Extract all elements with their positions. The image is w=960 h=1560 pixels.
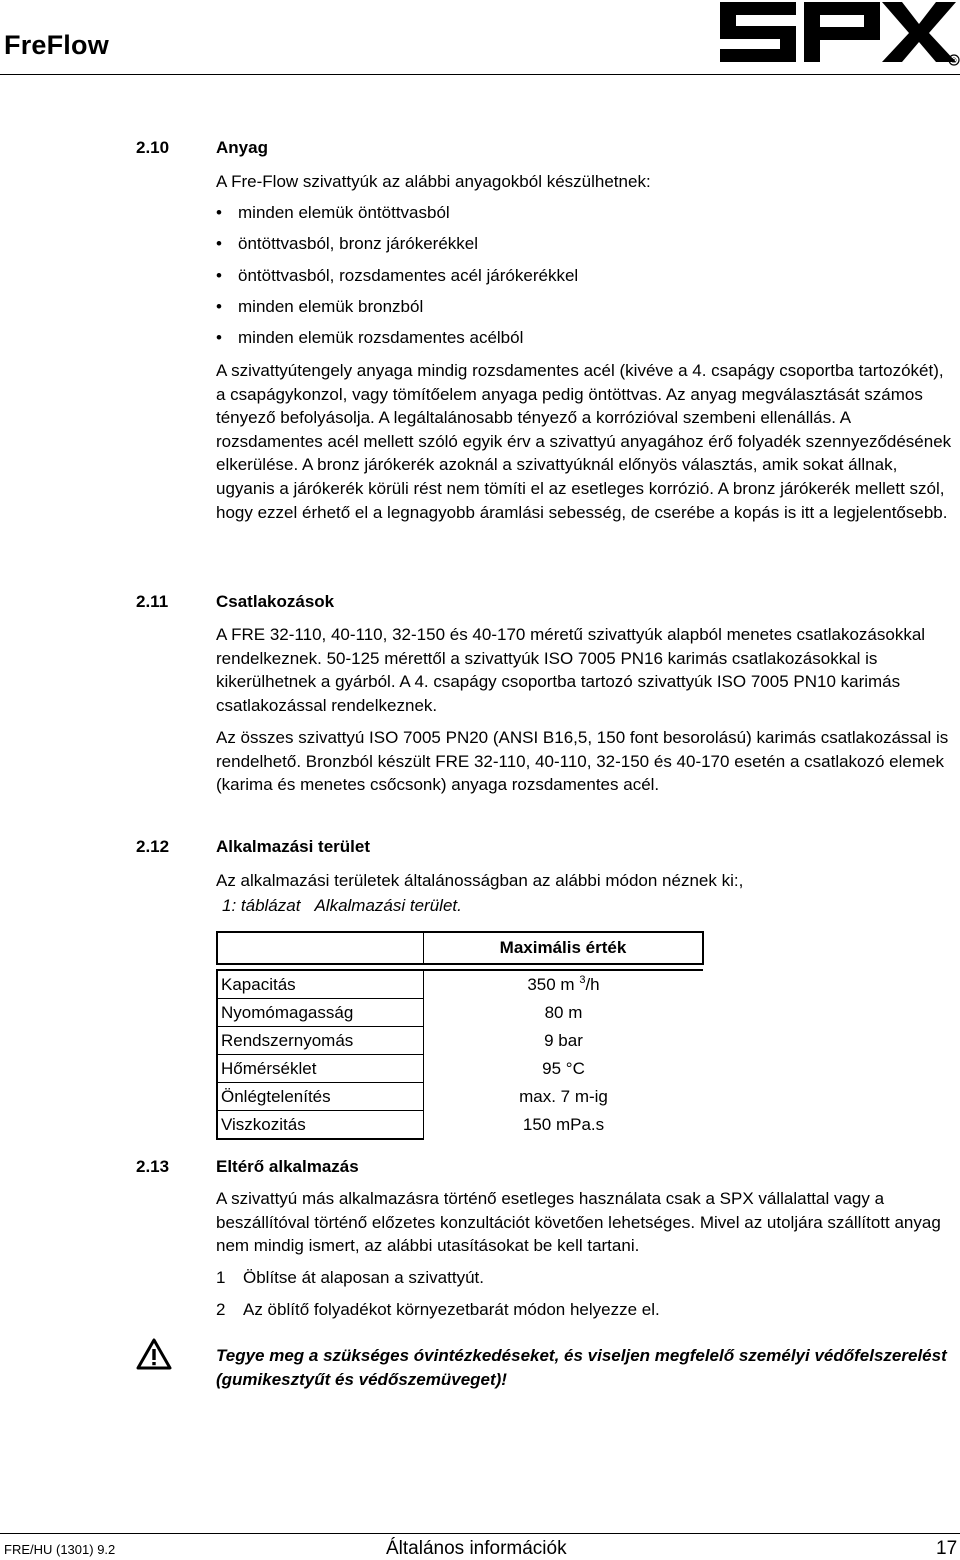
materials-body: A szivattyútengely anyaga mindig rozsdamentes acél (kivéve a 4. csapágy csoportba tartozókét), a csapágykonzol, vagy tömítőelem anyaga pedig öntöttvas. Az anyag megválasztását számos tényező befolyásolja. A legáltalánosabb tényező a korrózióval szembeni ellenállás. A rozsdamentes acél mellett szóló egyik érv a szivattyú anyagához érő folyadék szennyeződésének elkerülése. A bronz járókerék azoknál a szivattyúknál előnyös választás, amik sokat állnak, ugyanis a járókerék körüli rést nem tömíti el az esetleges korrózió. A bronz járókerék mellett szól, hogy ezzel érhető el a legnagyobb áramlási sebesség, de cserébe a kopás is itt a legjelentősebb.	[216, 361, 952, 522]
section-title-csatlakozasok: Csatlakozások	[216, 592, 335, 611]
section-number-2-10: 2.10	[136, 138, 170, 157]
row-value: 80 m	[544, 1002, 583, 1022]
section-title-alkalmazasi-terulet: Alkalmazási terület	[216, 837, 371, 856]
caption-label: 1: táblázat	[222, 896, 301, 915]
section-title-eltero-alkalmazas: Eltérő alkalmazás	[216, 1157, 359, 1176]
row-value: 9 bar	[544, 1030, 583, 1050]
step-text: Öblítse át alaposan a szivattyút.	[243, 1268, 484, 1287]
table-row	[217, 1111, 703, 1140]
row-label: Nyomómagasság	[217, 999, 424, 1027]
bullet-icon: •	[216, 234, 222, 254]
section-title-anyag: Anyag	[216, 138, 268, 157]
bullet-icon: •	[216, 296, 222, 316]
bullet-icon: •	[216, 328, 222, 348]
connections-para-2: Az összes szivattyú ISO 7005 PN20 (ANSI B16,5, 150 font besorolású) karimás csatlakozással is rendelhető. Bronzból készült FRE 32-110, 40-110, 32-150 és 40-170 esetén a csatlakozó elemek (karima és menetes csőcsonk) anyaga rozsdamentes acél.	[216, 728, 949, 795]
chapter-name: Általános információk	[386, 1538, 567, 1559]
application-intro: Az alkalmazási területek általánosságban az alábbi módon néznek ki:,	[216, 871, 744, 890]
row-value: 350 m $^3$/h	[424, 970, 704, 999]
registered-mark: ®	[951, 58, 957, 65]
header-divider	[0, 74, 960, 75]
table-header-max-value: Maximális érték	[424, 932, 704, 964]
table-caption	[222, 896, 462, 916]
list-item: • öntöttvasból, rozsdamentes acél járókerékkel	[216, 265, 579, 285]
row-label: Viszkozitás	[217, 1111, 424, 1140]
step-number: 1	[216, 1268, 226, 1287]
list-item: • minden elemük öntöttvasból	[216, 203, 450, 222]
warning-triangle-icon	[136, 1338, 172, 1370]
step-text: Az öblítő folyadékot környezetbarát módon helyezze el.	[243, 1300, 660, 1319]
list-item: • minden elemük bronzból	[216, 296, 424, 316]
table-row	[217, 1027, 703, 1055]
table-row	[217, 1083, 703, 1111]
row-label: Rendszernyomás	[217, 1027, 424, 1055]
section-number-2-13: 2.13	[136, 1157, 170, 1176]
document-code: FRE/HU (1301) 9.2	[4, 1542, 116, 1557]
table-row	[217, 970, 703, 999]
row-value: 95 °C	[542, 1058, 585, 1078]
step-number: 2	[216, 1300, 226, 1319]
row-label: Kapacitás	[217, 970, 424, 999]
section-number-2-12: 2.12	[136, 837, 170, 856]
footer-divider	[0, 1533, 960, 1534]
bullet-icon: •	[216, 265, 222, 285]
warning-text: Tegye meg a szükséges óvintézkedéseket, és viseljen megfelelő személyi védőfelszerelést (gumikesztyűt és védőszemüveget)!	[216, 1346, 947, 1389]
page-number: 17	[936, 1538, 958, 1559]
bullet-icon: •	[216, 203, 222, 222]
row-label: Hőmérséklet	[217, 1055, 424, 1083]
table-header-row	[217, 932, 703, 964]
table-header-empty	[217, 932, 424, 964]
section-number-2-11: 2.11	[136, 592, 169, 611]
caption-text: Alkalmazási terület.	[314, 896, 462, 915]
other-use-body: A szivattyú más alkalmazásra történő esetleges használata csak a SPX vállalattal vagy a beszállítóval történő előzetes konzultációt követően lehetséges. Mivel az utoljára szállított anyag nem mindig ismert, az alábbi utasításokat be kell tartani.	[216, 1189, 941, 1256]
application-table	[216, 931, 704, 1140]
row-value: 150 mPa.s	[522, 1114, 605, 1134]
materials-list	[216, 201, 578, 357]
spx-logo	[716, 2, 960, 66]
connections-para-1: A FRE 32-110, 40-110, 32-150 és 40-170 méretű szivattyúk alapból menetes csatlakozásokkal rendelkeznek. 50-125 mérettől a szivattyúk ISO 7005 PN16 karimás csatlakozásokkal is kikerülhetnek a gyárból. A 4. csapágy csoportba tartozó szivattyúk ISO 7005 PN10 karimás csatlakozással rendelkeznek.	[216, 625, 926, 715]
document-title: FreFlow	[4, 30, 109, 60]
list-item: • minden elemük rozsdamentes acélból	[216, 328, 524, 348]
step-item-1	[216, 1268, 484, 1288]
row-value: max. 7 m-ig	[519, 1086, 608, 1106]
step-item-2	[216, 1300, 660, 1320]
list-item: • öntöttvasból, bronz járókerékkel	[216, 234, 479, 254]
materials-intro: A Fre-Flow szivattyúk az alábbi anyagokból készülhetnek:	[216, 172, 651, 191]
table-row	[217, 999, 703, 1027]
table-row	[217, 1055, 703, 1083]
row-label: Önlégtelenítés	[217, 1083, 424, 1111]
